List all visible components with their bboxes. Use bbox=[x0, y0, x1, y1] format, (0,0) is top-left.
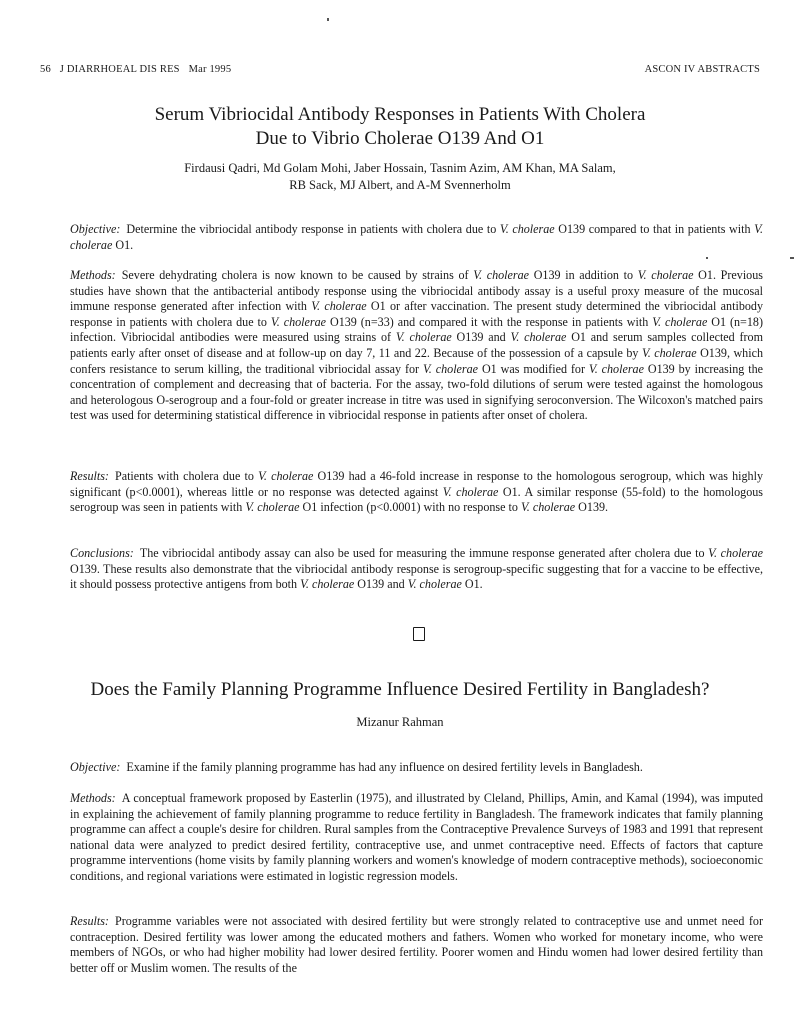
running-head-left bbox=[40, 64, 237, 75]
article1-title bbox=[60, 103, 740, 151]
article1-authors bbox=[80, 160, 720, 194]
results-label: Results: bbox=[70, 469, 109, 483]
section-separator-box-icon bbox=[413, 627, 425, 641]
methods-text: Severe dehydrating cholera is now known to be caused by strains of V. cholerae O139 in addition to V. cholerae O1. Previous studies have shown that the antibacterial antibody response using the vibriocidal antibody assay is a useful proxy measure of the mucosal immune response generated after infection with V. cholerae O1 or after vaccination. The present study determined the vibriocidal antibody response in patients with cholera due to V. cholerae O139 (n=33) and compared it with the response in patients with V. cholerae O1 (n=18) infection. Vibriocidal antibodies were measured using strains of V. cholerae O139 and V. cholerae O1 and serum samples collected from patients early after onset of disease and at follow-up on day 7, 11 and 22. Because of the possession of a capsule by V. cholerae O139, which confers resistance to serum killing, the traditional vibriocidal assay for V. cholerae O1 was modified for V. cholerae O139 by increasing the concentration of complement and decreasing that of bacteria. For the assay, two-fold dilutions of serum were tested against the homologous and heterologous O-serogroup and a four-fold or greater increase in titre was used in signifying seroconversion. The Wilcoxon's matched pairs test was used for determining statistical difference in vibriocidal response in patients after onset of cholera. bbox=[70, 268, 764, 423]
running-head bbox=[40, 64, 760, 75]
objective-label: Objective: bbox=[70, 222, 121, 236]
section-name: ASCON IV ABSTRACTS bbox=[644, 64, 760, 75]
scan-speck bbox=[706, 257, 708, 259]
objective-label: Objective: bbox=[70, 760, 121, 774]
scan-speck bbox=[327, 18, 329, 21]
page-number: 56 bbox=[40, 64, 51, 75]
article1-authors-line1: Firdausi Qadri, Md Golam Mohi, Jaber Hossain, Tasnim Azim, AM Khan, MA Salam, bbox=[184, 161, 616, 175]
article1-authors-line2: RB Sack, MJ Albert, and A-M Svennerholm bbox=[289, 178, 511, 192]
article2-methods bbox=[70, 791, 763, 885]
article2-results bbox=[70, 914, 763, 976]
article2-objective bbox=[70, 760, 763, 776]
results-text: Programme variables were not associated with desired fertility but were strongly related to contraceptive use and unmet need for contraception. Desired fertility was lower among the educated mothers and fathers. Women who worked for monetary income, who were members of NGOs, or who had higher mobility had lower desired fertility. Poorer women and Hindu women had lower desired fertility than better off or Muslim women. The results of the bbox=[70, 914, 763, 975]
methods-label: Methods: bbox=[70, 791, 116, 805]
article1-methods bbox=[70, 268, 763, 424]
issue-date: Mar 1995 bbox=[188, 64, 232, 75]
conclusions-text: The vibriocidal antibody assay can also be used for measuring the immune response generated after cholera due to V. cholerae O139. These results also demonstrate that the vibriocidal antibody response is serogroup-specific suggesting that for a vaccine to be effective, it should possess protective antigens from both V. cholerae O139 and V. cholerae O1. bbox=[70, 546, 763, 592]
conclusions-label: Conclusions: bbox=[70, 546, 134, 560]
methods-text: A conceptual framework proposed by Easterlin (1975), and illustrated by Cleland, Phillips, Amin, and Kamal (1994), was imputed in explaining the achievement of family planning programme to reduce fertility in Bangladesh. The framework indicates that family planning programme can affect a couple's desire for children. Rural samples from the Contraceptive Prevalence Surveys of 1983 and 1991 that represent national data were analyzed to predict desired fertility, contraceptive use, and unmet contraceptive need. Effects of factors that capture programme interventions (home visits by family planning workers and women's knowledge of modern contraceptive methods), socioeconomic conditions, and regional variations were estimated in logistic regression models. bbox=[70, 791, 763, 883]
objective-text: Examine if the family planning programme has had any influence on desired fertility levels in Bangladesh. bbox=[126, 760, 643, 774]
journal-name: J DIARRHOEAL DIS RES bbox=[59, 64, 180, 75]
results-text: Patients with cholera due to V. cholerae O139 had a 46-fold increase in response to the homologous serogroup, which was highly significant (p<0.0001), whereas little or no response was detected against V. cholerae O1. A similar response (55-fold) to the homologous serogroup was seen in patients with V. cholerae O1 infection (p<0.0001) with no response to V. cholerae O139. bbox=[70, 469, 764, 515]
article2-author: Mizanur Rahman bbox=[356, 715, 444, 729]
article1-conclusions bbox=[70, 546, 763, 593]
article1-title-line2: Due to Vibrio Cholerae O139 And O1 bbox=[255, 128, 545, 149]
methods-label: Methods: bbox=[70, 268, 116, 282]
article1-objective bbox=[70, 222, 763, 253]
scan-speck bbox=[790, 257, 794, 259]
article1-title-line1: Serum Vibriocidal Antibody Responses in Patients With Cholera bbox=[154, 104, 646, 125]
objective-text: Determine the vibriocidal antibody response in patients with cholera due to V. cholerae O139 compared to that in patients with V. cholerae O1. bbox=[70, 222, 764, 252]
article2-title: Does the Family Planning Programme Influence Desired Fertility in Bangladesh? bbox=[90, 679, 710, 700]
results-label: Results: bbox=[70, 914, 109, 928]
article1-results bbox=[70, 469, 763, 516]
